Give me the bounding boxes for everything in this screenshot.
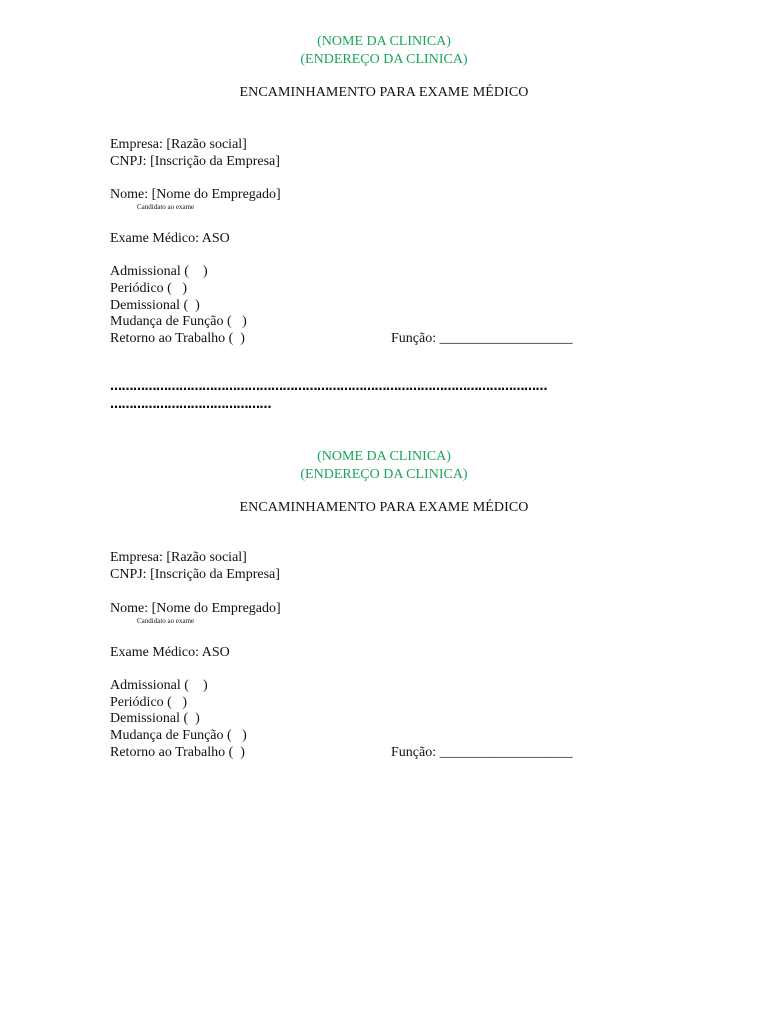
- demissional-option: Demissional ( ): [110, 711, 200, 726]
- mudanca-funcao-option: Mudança de Função ( ): [110, 314, 247, 329]
- nome-note: Candidato ao exame: [137, 203, 195, 211]
- nome-line: Nome: [Nome do Empregado]: [110, 187, 281, 202]
- nome-note: Candidato ao exame: [137, 617, 195, 625]
- clinic-name: (NOME DA CLINICA): [317, 449, 451, 464]
- exame-line: Exame Médico: ASO: [110, 645, 230, 660]
- mudanca-funcao-option: Mudança de Função ( ): [110, 728, 247, 743]
- admissional-option: Admissional ( ): [110, 678, 208, 693]
- form-title: ENCAMINHAMENTO PARA EXAME MÉDICO: [239, 500, 529, 515]
- cut-separator-line-2: ……………………………………: [110, 397, 271, 411]
- empresa-line: Empresa: [Razão social]: [110, 550, 247, 565]
- funcao-field: Função: ___________________: [391, 331, 573, 346]
- clinic-address: (ENDEREÇO DA CLINICA): [300, 467, 468, 482]
- cnpj-line: CNPJ: [Inscrição da Empresa]: [110, 154, 280, 169]
- retorno-trabalho-option: Retorno ao Trabalho ( ): [110, 745, 245, 760]
- empresa-line: Empresa: [Razão social]: [110, 137, 247, 152]
- nome-line: Nome: [Nome do Empregado]: [110, 601, 281, 616]
- demissional-option: Demissional ( ): [110, 298, 200, 313]
- clinic-name: (NOME DA CLINICA): [317, 34, 451, 49]
- periodico-option: Periódico ( ): [110, 695, 187, 710]
- admissional-option: Admissional ( ): [110, 264, 208, 279]
- clinic-address: (ENDEREÇO DA CLINICA): [300, 52, 468, 67]
- form-title: ENCAMINHAMENTO PARA EXAME MÉDICO: [239, 85, 529, 100]
- periodico-option: Periódico ( ): [110, 281, 187, 296]
- exame-line: Exame Médico: ASO: [110, 231, 230, 246]
- retorno-trabalho-option: Retorno ao Trabalho ( ): [110, 331, 245, 346]
- funcao-field: Função: ___________________: [391, 745, 573, 760]
- cut-separator-line-1: ……………………………………………………………………………………………………: [110, 379, 547, 393]
- cnpj-line: CNPJ: [Inscrição da Empresa]: [110, 567, 280, 582]
